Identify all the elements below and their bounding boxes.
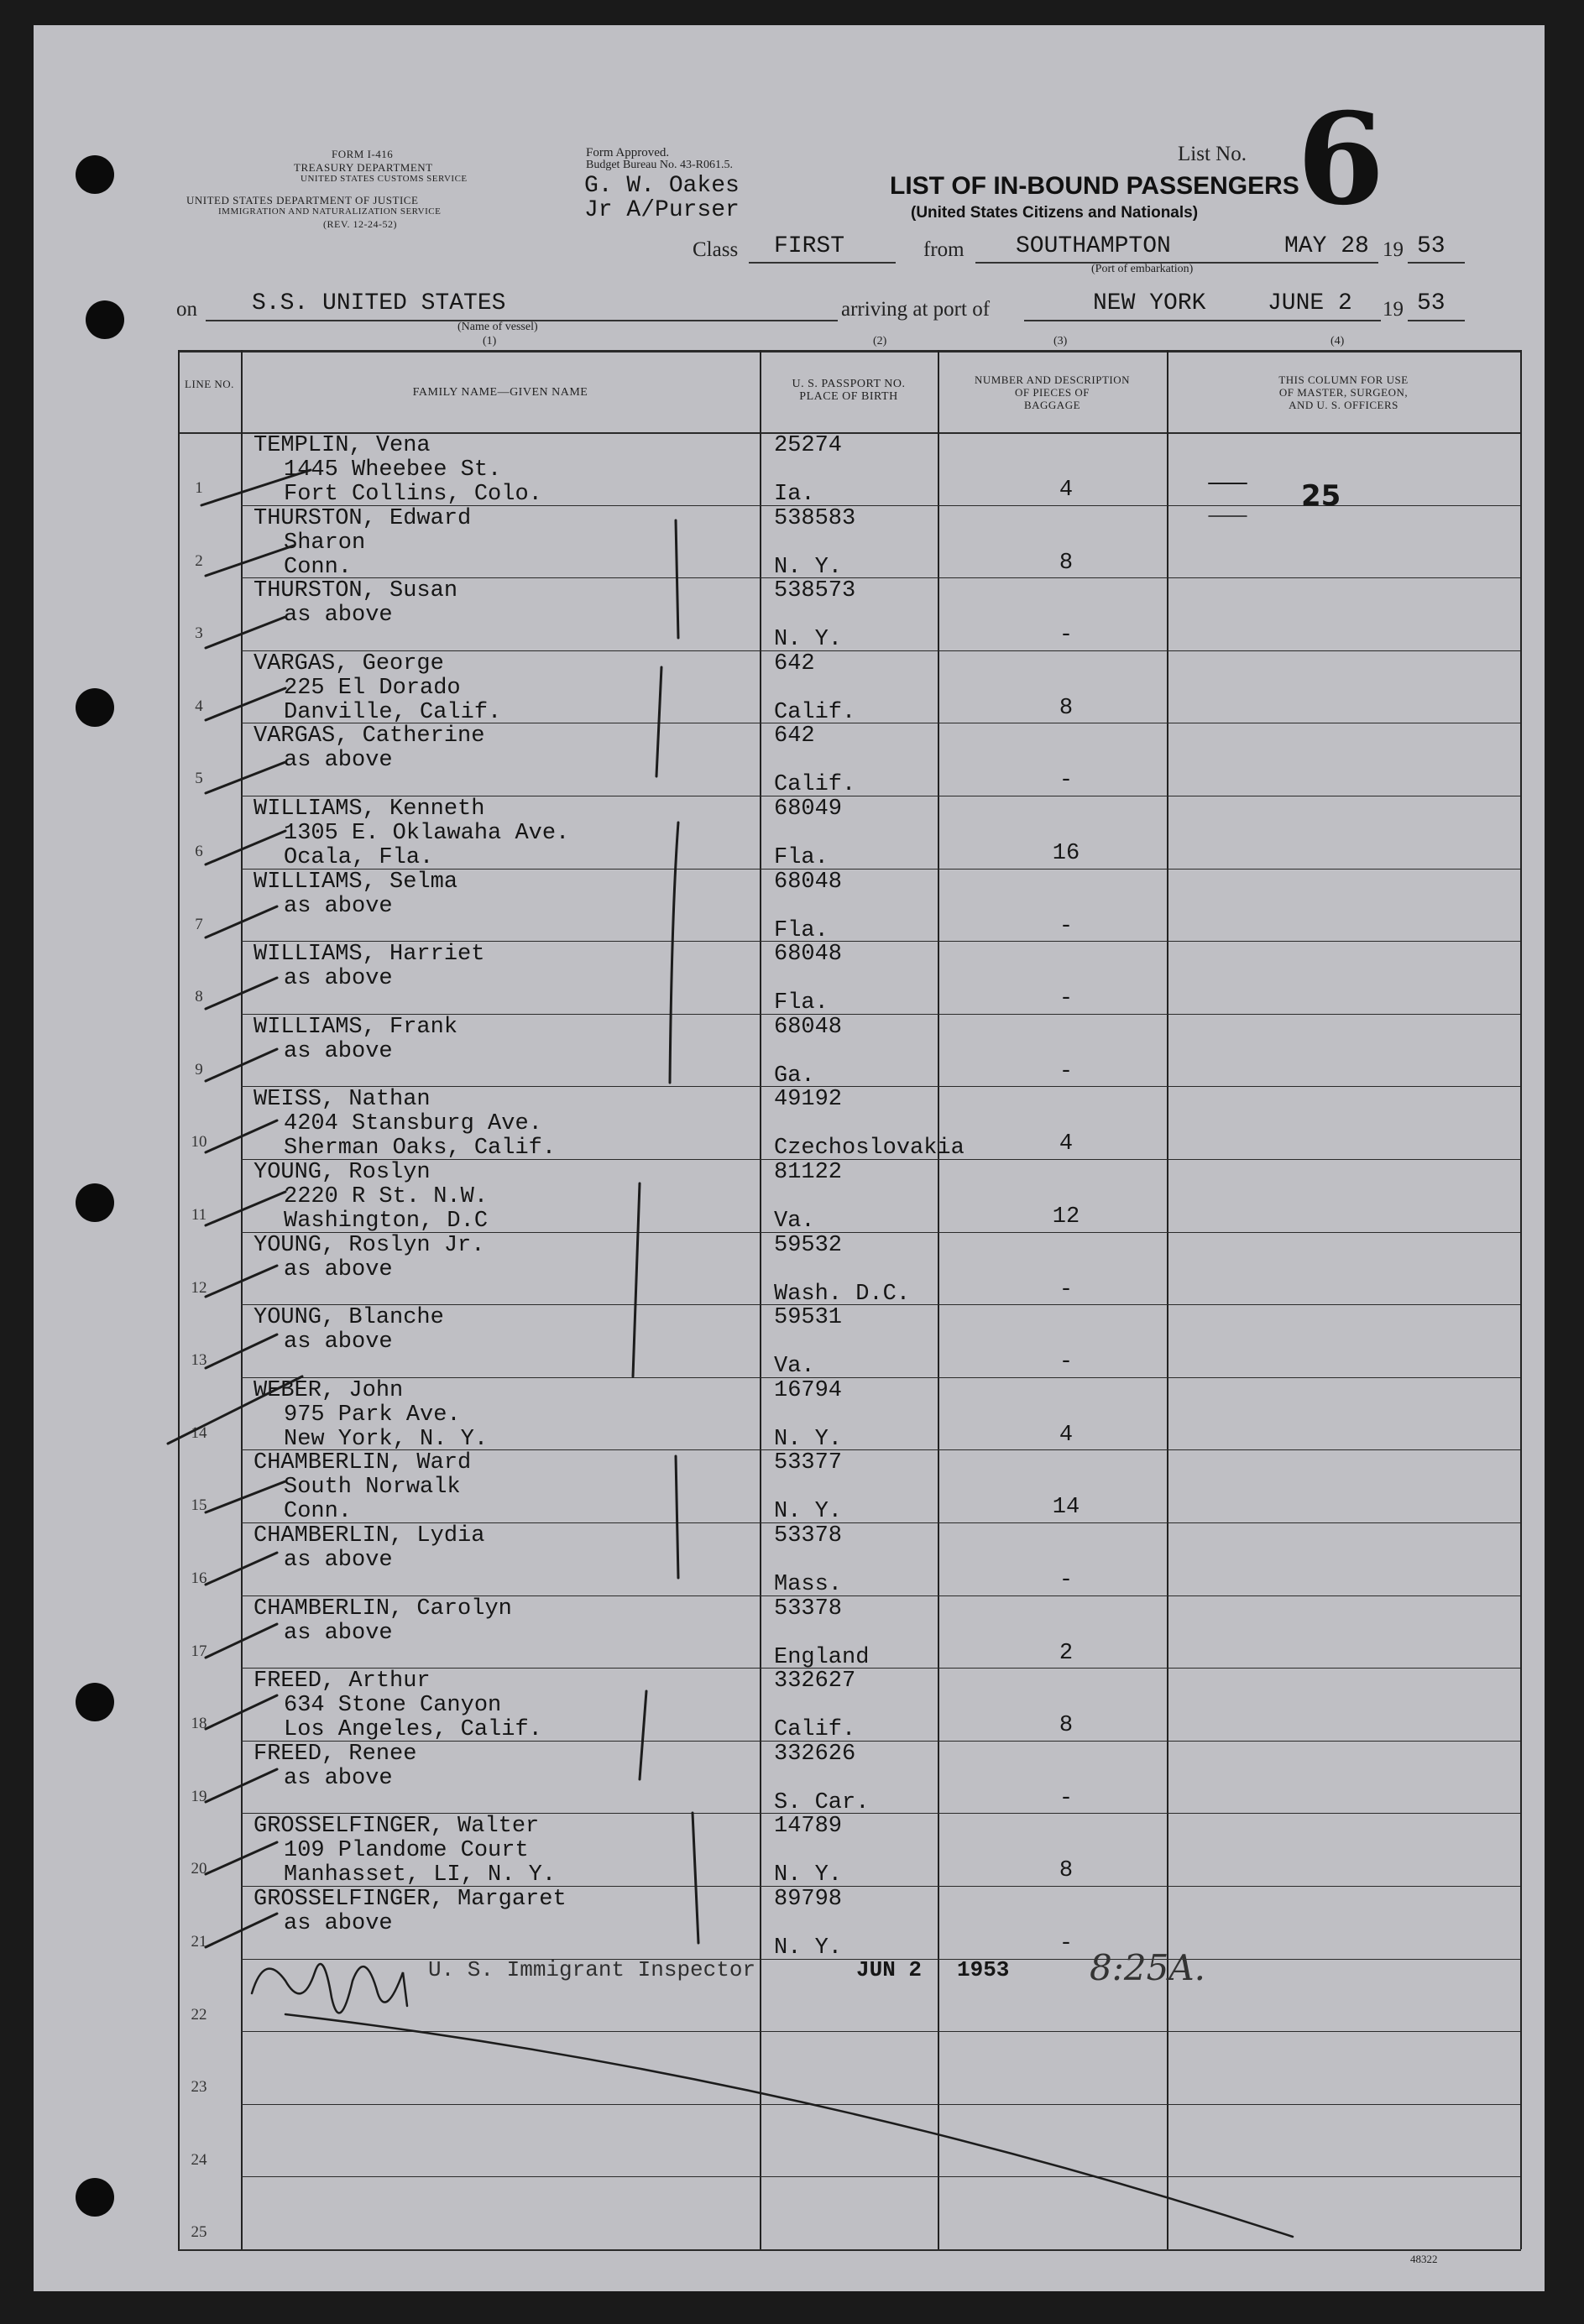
baggage-count: 2 [1059,1640,1074,1666]
place-of-birth: Calif. [774,1717,856,1743]
place-of-birth: N. Y. [774,554,843,580]
passenger-address-1: 2220 R St. N.W. [284,1184,489,1209]
passport-number: 68048 [774,1014,843,1040]
place-of-birth: N. Y. [774,1935,843,1961]
officer-note: 25 [1301,479,1341,513]
arrival-port: NEW YORK [1093,290,1206,316]
passport-header-line1: U. S. PASSPORT NO. [792,378,906,390]
approved-line1: Form Approved. [586,146,670,159]
passenger-name: GROSSELFINGER, Margaret [254,1887,567,1912]
baggage-count: - [1059,1277,1074,1303]
place-of-birth: S. Car. [774,1789,870,1815]
doj-line2: IMMIGRATION AND NATURALIZATION SERVICE [218,206,442,217]
line-number: 6 [195,843,203,860]
baggage-header-line1: NUMBER AND DESCRIPTION [974,373,1131,386]
place-of-birth: Ga. [774,1063,815,1089]
year-prefix-2: 19 [1383,298,1404,321]
place-of-birth: N. Y. [774,1499,843,1525]
officer-title: Jr A/Purser [584,197,740,223]
passport-number: 332627 [774,1669,856,1695]
baggage-count: 4 [1059,1422,1074,1448]
passenger-name: FREED, Arthur [254,1669,431,1695]
from-label: from [923,238,965,261]
baggage-count: 12 [1052,1204,1080,1230]
passenger-address-2: New York, N. Y. [284,1426,489,1452]
passenger-name: WILLIAMS, Selma [254,869,458,895]
passenger-address-1: as above [284,603,393,629]
passenger-address-2: Manhasset, LI, N. Y. [284,1862,557,1888]
passport-number: 25274 [774,433,843,458]
passport-number: 538573 [774,578,856,604]
form-number: FORM I-416 [332,148,394,160]
passenger-name: WEBER, John [254,1377,404,1403]
passenger-address-2: Conn. [284,554,353,580]
place-of-birth: N. Y. [774,1426,843,1452]
passenger-name: TEMPLIN, Vena [254,433,431,458]
port-caption: (Port of embarkation) [1091,263,1194,275]
passenger-address-2: Sherman Oaks, Calif. [284,1136,557,1162]
passenger-address-1: 225 El Dorado [284,675,461,701]
line-number: 4 [195,697,203,715]
passenger-address-1: as above [284,966,393,992]
place-of-birth: Va. [774,1209,815,1234]
form-title: LIST OF IN-BOUND PASSENGERS [890,172,1299,200]
baggage-header-line2: OF PIECES OF [1014,386,1090,399]
doj-line3: (REV. 12-24-52) [323,218,397,230]
line-number: 25 [191,2223,207,2242]
passenger-address-2: Fort Collins, Colo. [284,482,542,507]
approved-line2: Budget Bureau No. 43-R061.5. [586,159,733,171]
doj-line1: UNITED STATES DEPARTMENT OF JUSTICE [186,194,419,206]
passenger-address-1: as above [284,1329,393,1355]
passenger-address-1: as above [284,1911,393,1936]
line-number: 24 [191,2150,207,2169]
passenger-address-1: 634 Stone Canyon [284,1693,502,1719]
officer-header-line2: OF MASTER, SURGEON, [1278,386,1409,399]
vessel-name: S.S. UNITED STATES [252,290,506,316]
place-of-birth: Ia. [774,482,815,507]
passenger-address-1: as above [284,893,393,919]
baggage-count: - [1059,1785,1074,1811]
baggage-count: 4 [1059,1131,1074,1157]
passport-number: 68048 [774,942,843,968]
line-number: 16 [191,1569,207,1587]
passenger-name: WILLIAMS, Kenneth [254,796,485,822]
baggage-count: - [1059,1058,1074,1084]
line-number: 21 [191,1933,207,1951]
form-subtitle: (United States Citizens and Nationals) [911,204,1199,222]
passport-number: 538583 [774,505,856,531]
passport-header-line2: PLACE OF BIRTH [799,390,898,403]
passenger-address-1: as above [284,1620,393,1646]
column-header-line-no: LINE NO. [185,378,234,390]
passenger-address-1: as above [284,1548,393,1573]
passport-number: 59531 [774,1305,843,1331]
passenger-name: FREED, Renee [254,1741,417,1767]
passenger-address-1: 975 Park Ave. [284,1402,461,1428]
place-of-birth: Calif. [774,699,856,725]
line-number: 22 [191,2005,207,2024]
col-number-2: (2) [873,335,887,347]
passport-number: 68048 [774,869,843,895]
passport-number: 53378 [774,1595,843,1622]
col-number-4: (4) [1330,335,1345,347]
baggage-count: - [1059,623,1074,649]
baggage-count: - [1059,1568,1074,1593]
place-of-birth: Mass. [774,1572,843,1597]
passport-number: 89798 [774,1887,843,1912]
baggage-count: 8 [1059,550,1074,576]
line-number: 1 [195,479,203,497]
place-of-birth: Czechoslovakia [774,1136,965,1162]
line-number: 20 [191,1860,207,1878]
passenger-name: CHAMBERLIN, Ward [254,1450,472,1476]
passport-number: 53378 [774,1523,843,1548]
officer-name: G. W. Oakes [584,173,740,199]
dept-line1: TREASURY DEPARTMENT [294,161,433,174]
place-of-birth: Fla. [774,990,829,1016]
line-number: 9 [195,1060,203,1078]
place-of-birth: Calif. [774,772,856,798]
place-of-birth: N. Y. [774,627,843,653]
officer-header-line1: THIS COLUMN FOR USE [1278,373,1409,386]
stamp-year: 1953 [957,1957,1010,1982]
form-code: 48322 [1410,2253,1438,2265]
column-header-name: FAMILY NAME—GIVEN NAME [412,386,588,399]
line-number: 18 [191,1715,207,1733]
embarkation-port: SOUTHAMPTON [1016,233,1171,259]
line-number: 12 [191,1278,207,1297]
passport-number: 642 [774,650,815,676]
line-number: 23 [191,2078,207,2097]
passport-number: 332626 [774,1741,856,1767]
baggage-count: - [1059,768,1074,794]
baggage-count: 4 [1059,478,1074,503]
baggage-count: 14 [1052,1495,1080,1521]
passenger-address-1: 4204 Stansburg Ave. [284,1111,542,1137]
line-number: 14 [191,1423,207,1442]
passenger-name: YOUNG, Blanche [254,1305,444,1331]
departure-date: MAY 28 [1284,233,1369,259]
passenger-name: CHAMBERLIN, Lydia [254,1523,485,1548]
baggage-count: - [1059,913,1074,939]
place-of-birth: England [774,1644,870,1670]
dept-line2: UNITED STATES CUSTOMS SERVICE [301,174,468,184]
officer-header-line3: AND U. S. OFFICERS [1289,399,1398,411]
line-number: 11 [191,1206,207,1224]
year-prefix-1: 19 [1383,238,1404,261]
passport-number: 16794 [774,1377,843,1403]
passenger-address-2: Conn. [284,1499,353,1525]
passenger-address-1: Sharon [284,530,366,556]
on-label: on [176,298,197,321]
place-of-birth: Fla. [774,917,829,943]
passport-number: 81122 [774,1160,843,1185]
baggage-count: - [1059,1350,1074,1376]
list-no-label: List No. [1178,143,1247,165]
passenger-name: WEISS, Nathan [254,1087,431,1113]
line-number: 13 [191,1351,207,1370]
passenger-name: WILLIAMS, Harriet [254,942,485,968]
line-number: 17 [191,1642,207,1660]
passenger-name: VARGAS, Catherine [254,723,485,749]
vessel-caption: (Name of vessel) [457,321,538,333]
line-number: 8 [195,988,203,1006]
line-number: 5 [195,770,203,788]
passenger-address-1: as above [284,1038,393,1064]
place-of-birth: Wash. D.C. [774,1281,911,1307]
line-number: 19 [191,1787,207,1805]
vessel-col-number: (1) [483,335,497,347]
class-label: Class [693,238,739,261]
passenger-address-1: 1445 Wheebee St. [284,457,502,483]
passenger-address-1: as above [284,1765,393,1791]
inspector-stamp: U. S. Immigrant Inspector [428,1957,756,1982]
passport-number: 53377 [774,1450,843,1476]
passport-number: 49192 [774,1087,843,1113]
baggage-count: - [1059,1931,1074,1956]
arrival-date: JUNE 2 [1268,290,1352,316]
list-number: 6 [1297,86,1385,233]
line-number: 3 [195,624,203,643]
departure-year: 53 [1417,233,1445,259]
passenger-list-form [34,25,1545,2291]
passenger-address-2: Ocala, Fla. [284,845,434,870]
passenger-name: VARGAS, George [254,650,444,676]
passenger-address-1: 109 Plandome Court [284,1838,529,1864]
line-number: 2 [195,551,203,570]
passport-number: 59532 [774,1232,843,1258]
stamp-date: JUN 2 [856,1957,923,1982]
baggage-count: 8 [1059,1858,1074,1884]
col-number-3: (3) [1053,335,1068,347]
line-number: 7 [195,915,203,933]
passport-number: 68049 [774,796,843,822]
passenger-name: YOUNG, Roslyn [254,1160,431,1185]
place-of-birth: Va. [774,1354,815,1380]
place-of-birth: N. Y. [774,1862,843,1888]
arrival-year: 53 [1417,290,1445,316]
line-number: 10 [191,1133,207,1152]
passenger-name: CHAMBERLIN, Carolyn [254,1595,512,1622]
class-value: FIRST [774,233,845,259]
baggage-count: 8 [1059,695,1074,721]
passenger-address-2: Los Angeles, Calif. [284,1717,542,1743]
passenger-address-2: Danville, Calif. [284,699,502,725]
baggage-count: 16 [1052,841,1080,866]
passenger-address-1: South Norwalk [284,1475,461,1501]
passenger-name: THURSTON, Edward [254,505,472,531]
passenger-address-1: as above [284,1256,393,1282]
passenger-address-2: Washington, D.C [284,1209,489,1234]
baggage-count: - [1059,986,1074,1012]
passport-number: 14789 [774,1814,843,1840]
handwritten-marks [34,25,1545,2291]
passenger-address-1: as above [284,748,393,774]
passenger-address-1: 1305 E. Oklawaha Ave. [284,821,570,846]
passenger-name: YOUNG, Roslyn Jr. [254,1232,485,1258]
baggage-count: 8 [1059,1713,1074,1739]
place-of-birth: Fla. [774,845,829,870]
passport-number: 642 [774,723,815,749]
line-number: 15 [191,1496,207,1515]
passenger-name: THURSTON, Susan [254,578,458,604]
arriving-label: arriving at port of [841,298,991,321]
passenger-name: GROSSELFINGER, Walter [254,1814,540,1840]
passenger-name: WILLIAMS, Frank [254,1014,458,1040]
stamp-time-handwritten: 8:25A. [1090,1947,1205,1988]
baggage-header-line3: BAGGAGE [1023,399,1081,411]
